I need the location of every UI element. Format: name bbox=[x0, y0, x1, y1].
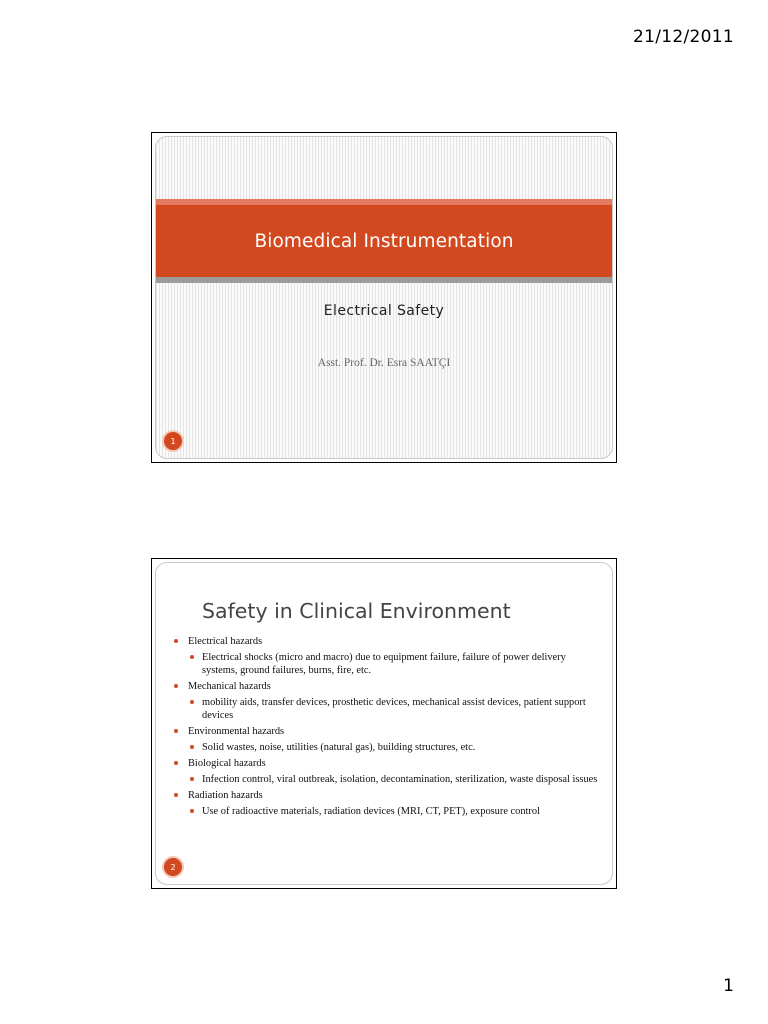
title-banner bbox=[156, 205, 612, 277]
bullet-item: Mechanical hazards bbox=[170, 680, 598, 693]
sub-bullet-item: mobility aids, transfer devices, prosthetic devices, mechanical assist devices, patient support devices bbox=[170, 696, 598, 722]
slide-2-title: Safety in Clinical Environment bbox=[202, 599, 511, 623]
slide-1 bbox=[151, 132, 617, 463]
title-banner-bottom-rule bbox=[156, 277, 612, 283]
bullet-item: Radiation hazards bbox=[170, 789, 598, 802]
slide-number-badge: 1 bbox=[162, 430, 184, 452]
bullet-item: Biological hazards bbox=[170, 757, 598, 770]
bullet-item: Environmental hazards bbox=[170, 725, 598, 738]
sub-bullet-item: Solid wastes, noise, utilities (natural gas), building structures, etc. bbox=[170, 741, 598, 754]
bullet-list bbox=[170, 635, 598, 821]
slide-2-content bbox=[155, 562, 613, 885]
bullet-item: Electrical hazards bbox=[170, 635, 598, 648]
sub-bullet-item: Infection control, viral outbreak, isolation, decontamination, sterilization, waste disposal issues bbox=[170, 773, 598, 786]
page-number: 1 bbox=[723, 976, 734, 996]
slide-1-subtitle: Electrical Safety bbox=[323, 303, 445, 319]
slide-1-content bbox=[155, 136, 613, 459]
slide-number-badge: 2 bbox=[162, 856, 184, 878]
page-date: 21/12/2011 bbox=[633, 27, 734, 47]
sub-bullet-item: Use of radioactive materials, radiation devices (MRI, CT, PET), exposure control bbox=[170, 805, 598, 818]
slide-1-author: Asst. Prof. Dr. Esra SAATÇI bbox=[317, 357, 451, 369]
slide-1-title: Biomedical Instrumentation bbox=[254, 230, 514, 252]
sub-bullet-item: Electrical shocks (micro and macro) due to equipment failure, failure of power delivery systems, ground failures, burns, fire, etc. bbox=[170, 651, 598, 677]
slide-2 bbox=[151, 558, 617, 889]
